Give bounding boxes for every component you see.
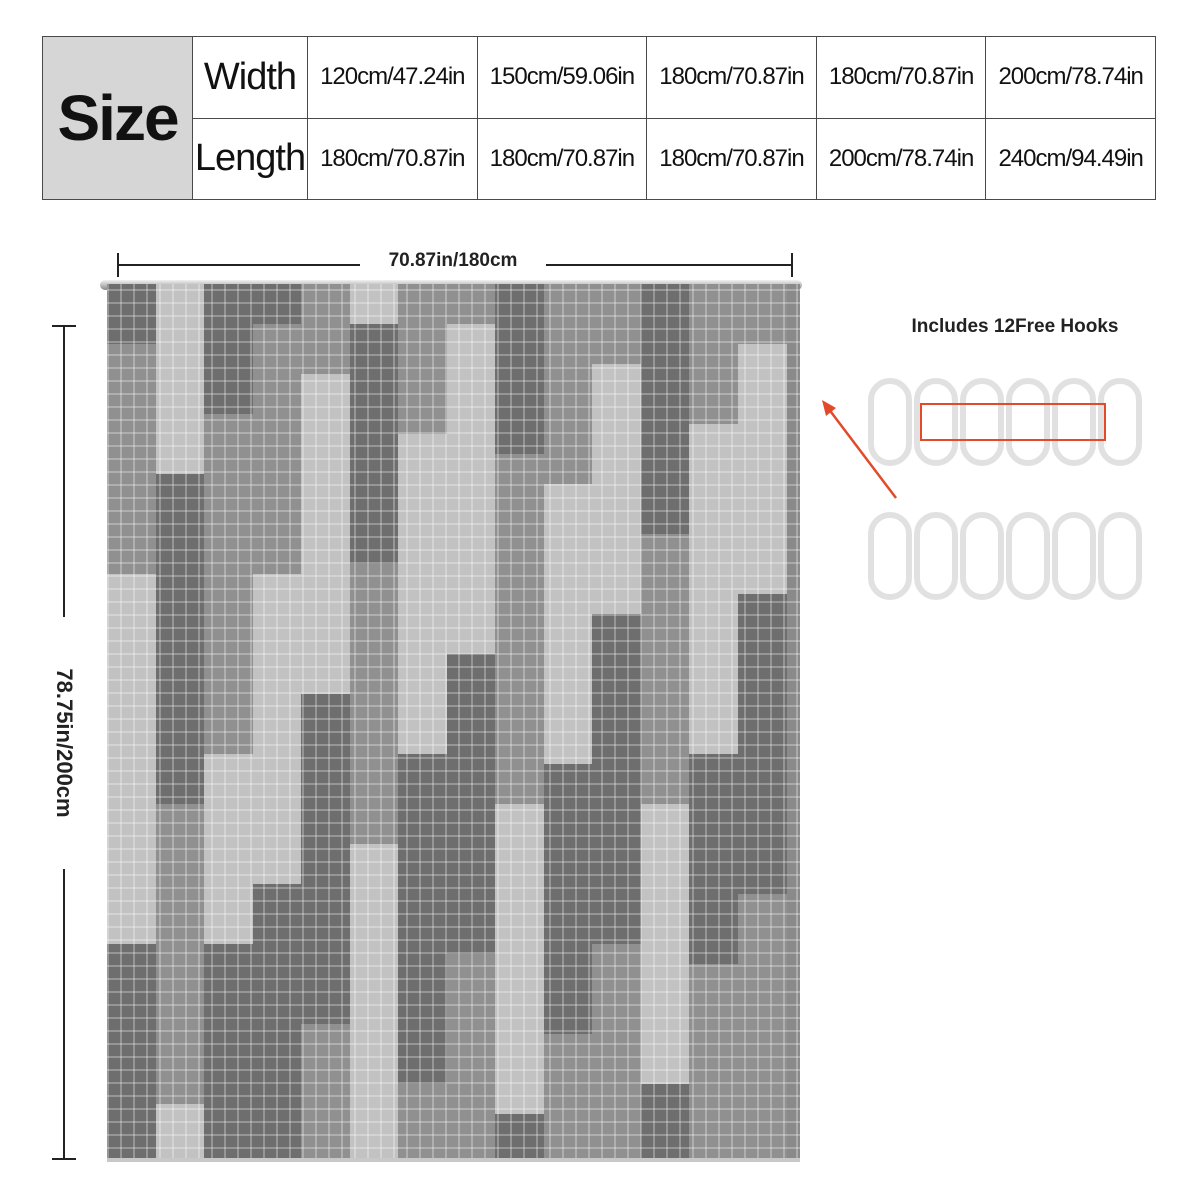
size-heading: Size bbox=[43, 37, 193, 199]
arrow-icon bbox=[820, 398, 900, 502]
height-dimension-tick bbox=[52, 1158, 76, 1160]
hook-ring-icon bbox=[1006, 512, 1050, 600]
width-cell: 120cm/47.24in bbox=[320, 63, 465, 91]
length-row bbox=[193, 118, 1155, 200]
shower-curtain-image bbox=[107, 284, 800, 1162]
size-table bbox=[42, 36, 1156, 200]
width-row-label: Width bbox=[193, 37, 308, 118]
hook-ring-icon bbox=[960, 512, 1004, 600]
hook-highlight-box bbox=[920, 403, 1106, 441]
length-cell: 180cm/70.87in bbox=[320, 144, 465, 172]
curtain-grid-texture bbox=[107, 284, 800, 1162]
length-cell: 180cm/70.87in bbox=[477, 119, 647, 200]
width-cell: 150cm/59.06in bbox=[477, 37, 647, 118]
length-cell: 240cm/94.49in bbox=[985, 119, 1155, 200]
length-cell: 200cm/78.74in bbox=[816, 119, 986, 200]
length-cell: 180cm/70.87in bbox=[646, 119, 816, 200]
width-cell: 180cm/70.87in bbox=[816, 37, 986, 118]
width-dimension-tick bbox=[117, 253, 119, 277]
hook-ring-icon bbox=[1052, 512, 1096, 600]
hook-ring-icon bbox=[1098, 512, 1142, 600]
width-dimension-label: 70.87in/180cm bbox=[360, 250, 546, 272]
hooks-title: Includes 12Free Hooks bbox=[911, 316, 1119, 337]
length-row-label: Length bbox=[193, 119, 308, 200]
width-row bbox=[193, 37, 1155, 118]
curtain-hem bbox=[107, 1158, 800, 1162]
hook-ring-icon bbox=[914, 512, 958, 600]
height-dimension-tick bbox=[52, 325, 76, 327]
size-rows bbox=[193, 37, 1155, 199]
width-cell: 200cm/78.74in bbox=[985, 37, 1155, 118]
height-dimension-label: 78.75in/200cm bbox=[51, 617, 77, 869]
width-dimension-tick bbox=[791, 253, 793, 277]
hook-ring-icon bbox=[868, 512, 912, 600]
width-cell: 180cm/70.87in bbox=[646, 37, 816, 118]
